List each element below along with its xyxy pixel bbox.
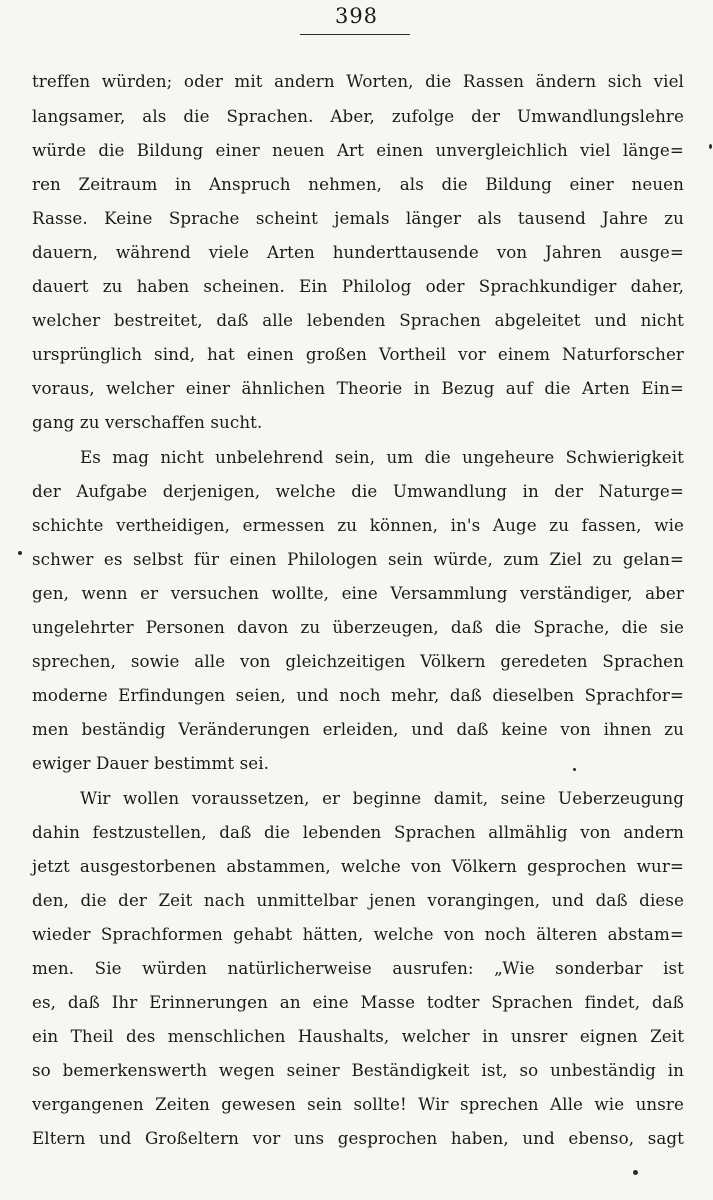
text-line: Eltern und Großeltern vor uns gesprochen haben, und ebenso, sagt — [32, 1128, 684, 1148]
ink-speck — [573, 768, 576, 771]
ink-speck — [709, 144, 712, 149]
text-line: es, daß Ihr Erinnerungen an eine Masse todter Sprachen findet, daß — [32, 992, 684, 1012]
text-line: sprechen, sowie alle von gleichzeitigen Völkern geredeten Sprachen — [32, 651, 684, 671]
header-rule — [300, 34, 410, 35]
page-number: 398 — [334, 4, 379, 28]
text-line: schwer es selbst für einen Philologen sein würde, zum Ziel zu gelan= — [32, 549, 684, 569]
text-line: men beständig Veränderungen erleiden, und daß keine von ihnen zu — [32, 719, 684, 739]
text-line: ein Theil des menschlichen Haushalts, welcher in unsrer eignen Zeit — [32, 1026, 684, 1046]
text-line: wieder Sprachformen gehabt hätten, welche von noch älteren abstam= — [32, 924, 684, 944]
text-line: dauern, während viele Arten hunderttausende von Jahren ausge= — [32, 242, 684, 262]
text-line: der Aufgabe derjenigen, welche die Umwandlung in der Naturge= — [32, 481, 684, 501]
text-line: langsamer, als die Sprachen. Aber, zufolge der Umwandlungslehre — [32, 106, 684, 126]
text-line: schichte vertheidigen, ermessen zu können, in's Auge zu fassen, wie — [32, 515, 684, 535]
ink-speck — [633, 1170, 638, 1175]
text-line: dauert zu haben scheinen. Ein Philolog oder Sprachkundiger daher, — [32, 276, 684, 296]
text-line: Rasse. Keine Sprache scheint jemals länger als tausend Jahre zu — [32, 208, 684, 228]
text-line: gen, wenn er versuchen wollte, eine Versammlung verständiger, aber — [32, 583, 684, 603]
ink-speck — [18, 551, 22, 555]
text-line: welcher bestreitet, daß alle lebenden Sprachen abgeleitet und nicht — [32, 310, 684, 330]
text-line: ursprünglich sind, hat einen großen Vortheil vor einem Naturforscher — [32, 344, 684, 364]
text-line: den, die der Zeit nach unmittelbar jenen vorangingen, und daß diese — [32, 890, 684, 910]
text-line: ewiger Dauer bestimmt sei. — [32, 753, 270, 773]
text-line: voraus, welcher einer ähnlichen Theorie in Bezug auf die Arten Ein= — [32, 378, 684, 398]
text-line: ungelehrter Personen davon zu überzeugen, daß die Sprache, die sie — [32, 617, 684, 637]
text-line: moderne Erfindungen seien, und noch mehr, daß dieselben Sprachfor= — [32, 685, 684, 705]
text-line: ren Zeitraum in Anspruch nehmen, als die Bildung einer neuen — [32, 174, 684, 194]
paragraph-first-line: Wir wollen voraussetzen, er beginne damit, seine Ueberzeugung — [80, 788, 684, 808]
paragraph-first-line: Es mag nicht unbelehrend sein, um die ungeheure Schwierigkeit — [80, 447, 684, 467]
text-line: jetzt ausgestorbenen abstammen, welche von Völkern gesprochen wur= — [32, 856, 684, 876]
text-line: vergangenen Zeiten gewesen sein sollte! Wir sprechen Alle wie unsre — [32, 1094, 684, 1114]
text-line: würde die Bildung einer neuen Art einen unvergleichlich viel länge= — [32, 140, 684, 160]
text-line: so bemerkenswerth wegen seiner Beständigkeit ist, so unbeständig in — [32, 1060, 684, 1080]
text-line: gang zu verschaffen sucht. — [32, 412, 263, 432]
text-line: treffen würden; oder mit andern Worten, die Rassen ändern sich viel — [32, 71, 684, 91]
text-line: dahin festzustellen, daß die lebenden Sprachen allmählig von andern — [32, 822, 684, 842]
text-line: men. Sie würden natürlicherweise ausrufen: „Wie sonderbar ist — [32, 958, 684, 978]
